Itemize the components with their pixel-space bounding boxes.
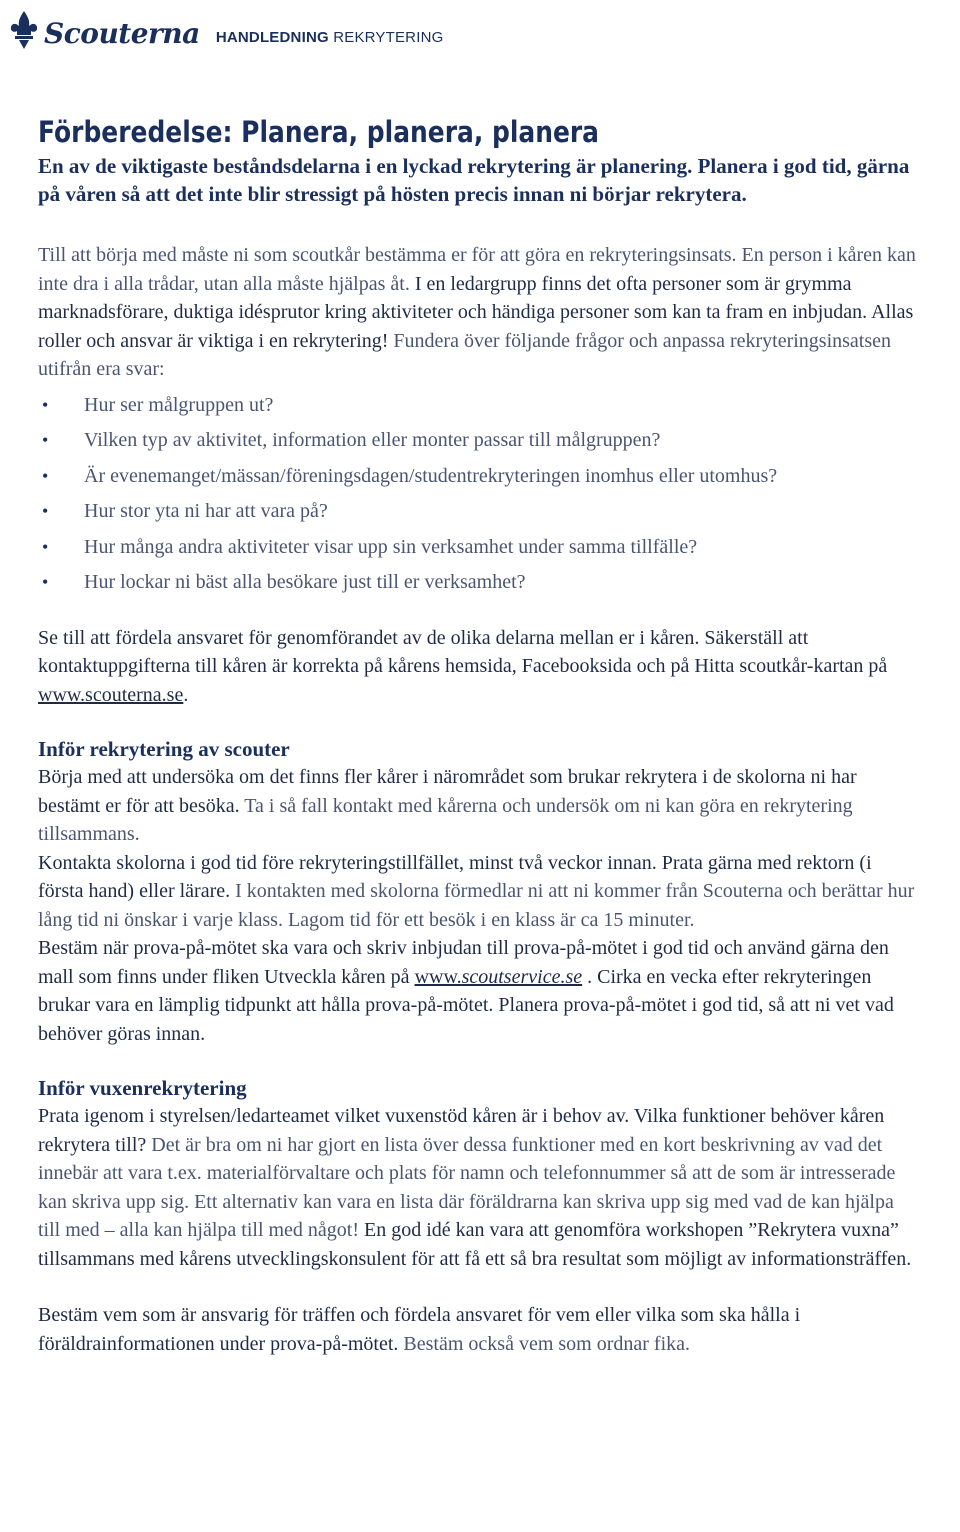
document-category: HANDLEDNING REKRYTERING [215,28,444,46]
list-item: • Hur ser målgruppen ut? [38,391,918,420]
lead-paragraph: En av de viktigaste beståndsdelarna i en lyckad rekrytering är planering. Planera i god tid, gärna på våren så att det inte blir stressigt på hösten precis innan ni börjar rekrytera. [38,154,910,206]
bullet-icon: • [42,430,49,450]
bullet-icon: • [42,536,49,557]
document-body [38,112,918,1358]
scouts-paragraph: Börja med att undersöka om det finns fler kårer i närområdet som brukar rekrytera i de skolorna ni har bestämt er för att besöka. Ta i så fall kontakt med kårerna och undersök om ni kan göra en rekrytering tillsammans. [38,766,857,845]
adults-paragraph: Prata igenom i styrelsen/ledarteamet vilket vuxenstöd kåren är i behov av. Vilka funktioner behöver kåren rekrytera till? Det är bra om ni har gjort en lista över dessa funktioner med en kort beskrivning av vad det innebär att vara t.ex. materialförvaltare och plats för namn och telefonnummer så att de som är intresserade kan skriva upp sig. Ett alternativ kan vara en lista där föräldrarna kan skriva upp sig med vad de kan hjälpa till med – alla kan hjälpa till med något! En god idé kan vara att genomföra workshopen ”Rekrytera vuxna” tillsammans med kårens utvecklingskonsulent för att få ett så bra resultat som möjligt av informationsträffen. [38,1105,912,1270]
section-heading-adults: Inför vuxenrekrytering [38,1076,247,1100]
list-item: • Hur lockar ni bäst alla besökare just till er verksamhet? [38,568,918,597]
list-item: • Är evenemanget/mässan/föreningsdagen/studentrekryteringen inomhus eller utomhus? [38,462,918,491]
section-heading-scouts: Inför rekrytering av scouter [38,737,290,761]
list-item: • Hur stor yta ni har att vara på? [38,497,918,526]
scouts-paragraph: Bestäm när prova-på-mötet ska vara och skriv inbjudan till prova-på-mötet i god tid och använd gärna den mall som finns under fliken Utveckla kåren på www.scoutservice.se . Cirka en vecka efter rekryteringen brukar vara en lämplig tidpunkt att hålla prova-på-mötet. Planera prova-på-mötet i god tid, så att ni vet vad behöver göras innan. [38,937,894,1045]
bullet-icon: • [42,501,49,521]
scouterna-link[interactable]: www.scouterna.se [38,683,184,706]
brand-logo-text: Scouterna [44,16,200,50]
page-title: Förberedelse: Planera, planera, planera [38,115,600,149]
adults-paragraph: Bestäm vem som är ansvarig för träffen och fördela ansvaret för vem eller vilka som ska hålla i föräldrainformationen under prova-på-mötet. Bestäm också vem som ordnar fika. [38,1304,801,1355]
bullet-icon: • [42,465,49,486]
list-item: • Vilken typ av aktivitet, information eller monter passar till målgruppen? [38,426,918,455]
list-item: • Hur många andra aktiviteter visar upp sin verksamhet under samma tillfälle? [38,533,918,562]
scout-lily-icon [8,9,40,51]
question-list [38,391,918,597]
bullet-icon: • [42,394,49,415]
page-header [8,6,444,54]
scouts-paragraph: Kontakta skolorna i god tid före rekryteringstillfället, minst två veckor innan. Prata gärna med rektorn (i första hand) eller lärare. I kontakten med skolorna förmedlar ni att ni kommer från Scouterna och berättar hur lång tid ni önskar i varje klass. Lagom tid för ett besök i en klass är ca 15 minuter. [38,851,915,931]
bullet-icon: • [42,572,49,592]
scoutservice-link[interactable]: www.scoutservice.se [414,965,583,988]
intro-paragraph: Till att börja med måste ni som scoutkår bestämma er för att göra en rekryteringsinsats. En person i kåren kan inte dra i alla trådar, utan alla måste hjälpas åt. I en ledargrupp finns det ofta personer som är grymma marknadsförare, duktiga idésprutor kring aktiviteter och händiga personer som kan ta fram en inbjudan. Allas roller och ansvar är viktiga i en rekrytering! Fundera över följande frågor och anpassa rekryteringsinsatsen utifrån era svar: [38,244,916,380]
responsibility-paragraph: Se till att fördela ansvaret för genomförandet av de olika delarna mellan er i kåren. Säkerställ att kontaktuppgifterna till kåren är korrekta på kårens hemsida, Facebooksida och på Hitta scoutkår-kartan på www.scouterna.se. [38,626,888,706]
